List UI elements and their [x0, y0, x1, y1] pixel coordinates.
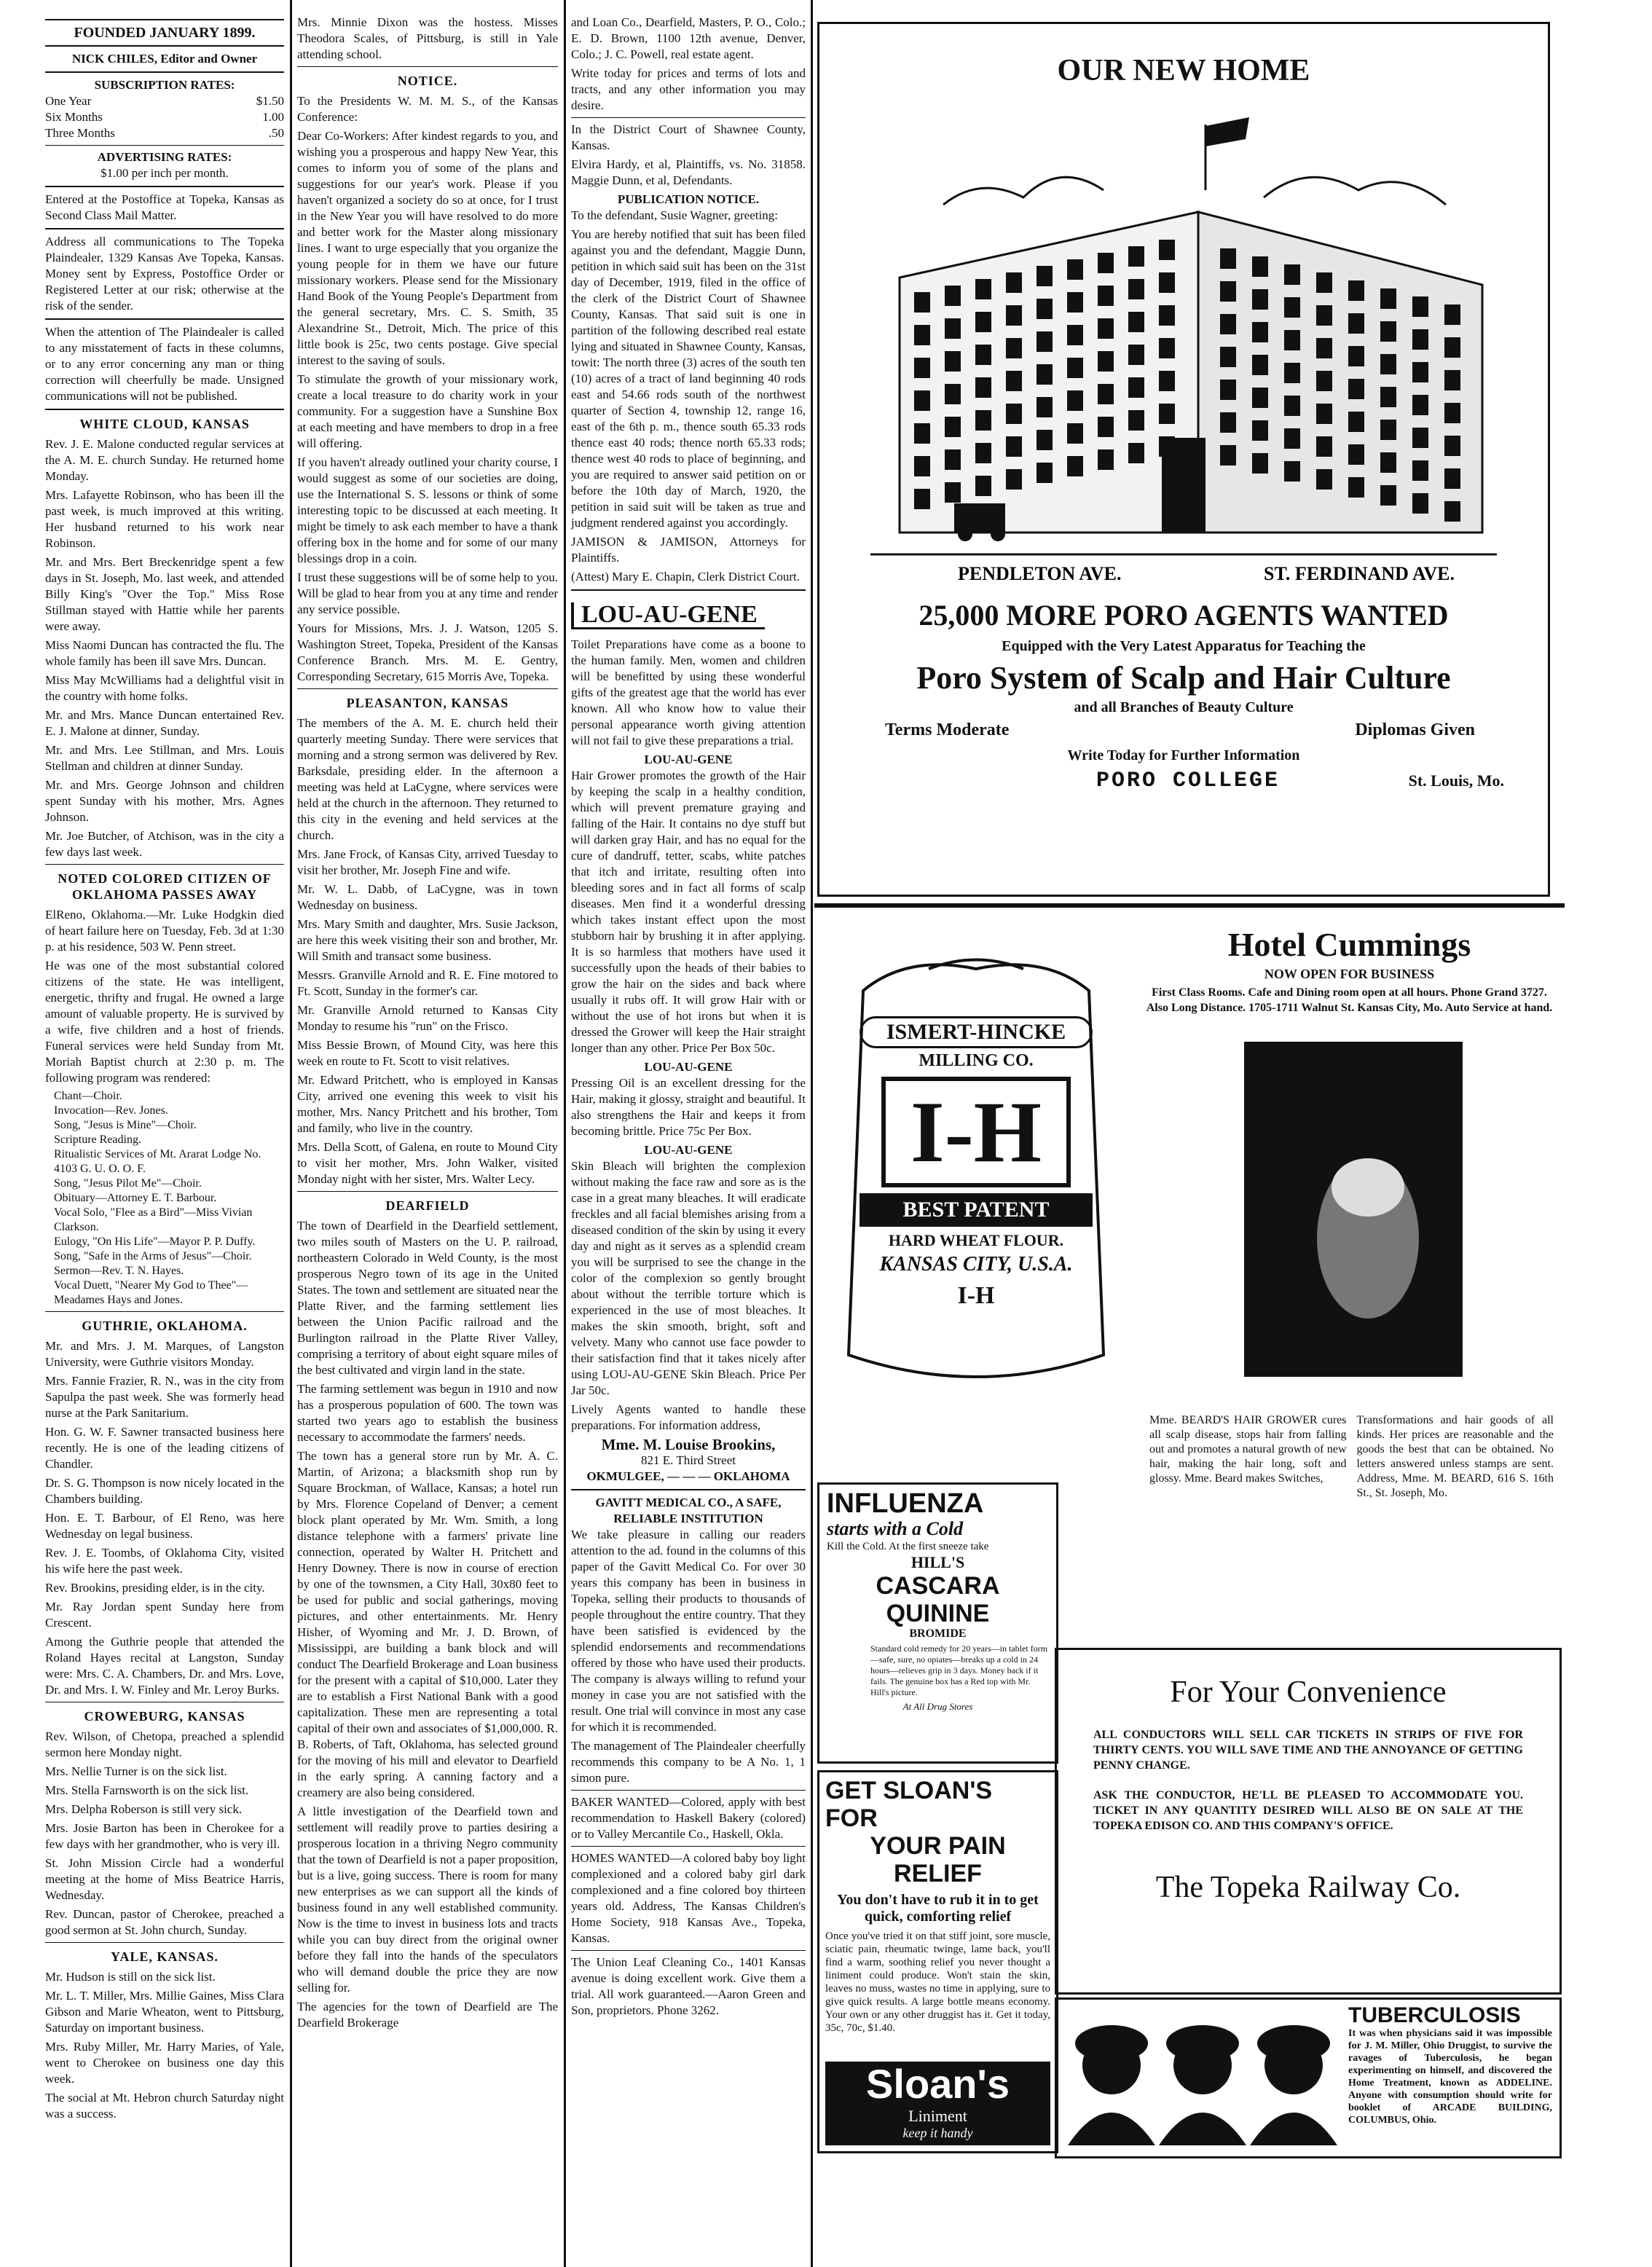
- building-window: [1006, 371, 1022, 391]
- flour-footer: I-H: [957, 1282, 995, 1309]
- news-item: Mrs. Lafayette Robinson, who has been ill the past week, is much improved at this writing. Her husband returned to his work near Robinson.: [45, 488, 284, 550]
- news-item: Mr. Edward Pritchett, who is employed in Kansas City, arrived one evening this week to visit his mother, Mrs. Nancy Pritchett and his brother, Tom and family, who live in the country.: [297, 1073, 558, 1135]
- rates-list: [45, 93, 284, 141]
- building-window: [1444, 305, 1460, 325]
- poro-college-ad: [817, 22, 1550, 897]
- building-window: [1037, 299, 1053, 319]
- building-window: [1316, 338, 1332, 358]
- building-window: [1220, 347, 1236, 367]
- news-item: Dear Co-Workers: After kindest regards to you, and wishing you a prosperous and happy New Year, this comes to inform you of some of the plans and suggestions for our year's work. Please if you haven't organized a society do so at once, for I trust in the New Year you will have resolved to do more and better work for the Master along missionary lines. I want to urge especially that you organize the young people for in them we have our future missionary workers. Please send for the Missionary Hand Book of the Young People's Department from the general secretary, Mrs. C. S. Smith, 35 Alexandrine St., Detroit, Mich. The price of this little book is 25c, two cents postage. Give special interest to the saving of souls.: [297, 129, 558, 367]
- rate-row: One Year $1.50: [45, 94, 284, 108]
- building-window: [1316, 469, 1332, 490]
- bromide-label: BROMIDE: [909, 1627, 967, 1640]
- building-window: [1412, 460, 1428, 481]
- advertising-text: $1.00 per inch per month.: [101, 166, 229, 180]
- building-window: [1037, 463, 1053, 483]
- building-window: [945, 417, 961, 437]
- convenience-title: For Your Convenience: [1170, 1675, 1447, 1709]
- news-item: ElReno, Oklahoma.—Mr. Luke Hodgkin died of heart failure here on Tuesday, Feb. 3d at 1:30 p. at his residence, 503 W. Penn street.: [45, 908, 284, 954]
- news-item: The members of the A. M. E. church held their quarterly meeting Sunday. There were services that morning and a strong sermon was delivered by Rev. Barksdale, presiding elder. In the afternoon a meeting was held at LaCygne, where services were held at the church in the afternoon. They returned to this city in the evening and held services at the church.: [297, 716, 558, 842]
- news-item: Mr. Joe Butcher, of Atchison, was in the city a few days last week.: [45, 829, 284, 859]
- building-window: [1316, 404, 1332, 424]
- program-item: Ritualistic Services of Mt. Ararat Lodge No. 4103 G. U. O. O. F.: [54, 1148, 261, 1175]
- building-window: [1284, 264, 1300, 285]
- program-item: Song, "Safe in the Arms of Jesus"—Choir.: [54, 1250, 252, 1262]
- building-window: [1006, 469, 1022, 490]
- building-window: [1252, 453, 1268, 474]
- building-window: [1159, 404, 1175, 424]
- building-window: [1316, 272, 1332, 293]
- news-item: Among the Guthrie people that attended the Roland Hayes recital at Langston, Sunday were: Mrs. C. A. Chambers, Dr. and Mrs. Love, Dr. and Mrs. I. W. Finley and Mr. Leroy Burks.: [45, 1635, 284, 1697]
- building-window: [1412, 329, 1428, 350]
- building-window: [1006, 404, 1022, 424]
- building-window: [1284, 461, 1300, 482]
- news-item: Mr. and Mrs. J. M. Marques, of Langston University, were Guthrie visitors Monday.: [45, 1339, 284, 1369]
- building-window: [914, 456, 930, 476]
- news-item: Write today for prices and terms of lots and tracts, and any other information you may desire.: [571, 66, 806, 112]
- subscription-title: SUBSCRIPTION RATES:: [94, 78, 235, 92]
- building-window: [1220, 445, 1236, 465]
- silhouettes-illustration: [1061, 2000, 1345, 2153]
- news-item: Rev. Wilson, of Chetopa, preached a splendid sermon here Monday night.: [45, 1729, 284, 1759]
- building-window: [1348, 379, 1364, 399]
- program-item: Vocal Duett, "Nearer My God to Thee"—Meadames Hays and Jones.: [54, 1279, 248, 1306]
- building-window: [1412, 362, 1428, 382]
- news-item: Mrs. Josie Barton has been in Cherokee for a few days with her grandmother, who is very ill.: [45, 1821, 284, 1851]
- masthead: FOUNDED JANUARY 1899.: [74, 25, 256, 41]
- building-window: [1220, 281, 1236, 302]
- street-label-left: PENDLETON AVE.: [958, 563, 1122, 584]
- building-window: [1098, 286, 1114, 306]
- section-title: GAVITT MEDICAL CO., A SAFE, RELIABLE INSTITUTION: [595, 1496, 782, 1525]
- section-title: NOTED COLORED CITIZEN OF OKLAHOMA PASSES AWAY: [58, 871, 272, 902]
- influenza-sub: starts with a Cold: [827, 1518, 964, 1539]
- section-title: DEARFIELD: [385, 1198, 470, 1213]
- news-item: Mrs. Minnie Dixon was the hostess. Misses Theodora Scales, of Pittsburg, is still in Yale attending school.: [297, 15, 558, 61]
- classified-ad: The Union Leaf Cleaning Co., 1401 Kansas avenue is doing excellent work. Give them a trial. All work guaranteed.—Aaron Green and Son, proprietors. Phone 3262.: [571, 1955, 806, 2017]
- flour-ad: [819, 947, 1133, 1472]
- building-window: [914, 423, 930, 444]
- sloans-headline-2: YOUR PAIN RELIEF: [870, 1832, 1006, 1887]
- building-window: [1252, 420, 1268, 441]
- news-item: Mr. and Mrs. Bert Breckenridge spent a few days in St. Joseph, Mo. last week, and attended Billy King's "Over the Top." Miss Rose Stillman stayed with Hattie while her parents were away.: [45, 555, 284, 633]
- building-window: [1252, 256, 1268, 277]
- news-item: Mr. and Mrs. Lee Stillman, and Mrs. Louis Stellman and children at dinner Sunday.: [45, 743, 284, 773]
- building-window: [1037, 364, 1053, 385]
- building-window: [1444, 468, 1460, 489]
- news-item: To stimulate the growth of your missionary work, create a local treasure to do charity work in your community. For a suggestion have a Sunshine Box at each meeting and have members to drop in a free will offering.: [297, 372, 558, 450]
- sloans-logo: Sloan's: [866, 2061, 1010, 2107]
- ad-subtitle: LOU-AU-GENE: [644, 1143, 733, 1157]
- hotel-open: NOW OPEN FOR BUSINESS: [1264, 967, 1435, 981]
- building-window: [1067, 390, 1083, 411]
- news-item: Mr. Ray Jordan spent Sunday here from Crescent.: [45, 1600, 284, 1630]
- building-window: [1128, 312, 1144, 332]
- flour-mill: MILLING CO.: [919, 1051, 1034, 1070]
- ad-college-name: PORO COLLEGE: [1096, 769, 1281, 793]
- building-window: [945, 482, 961, 503]
- program-item: Invocation—Rev. Jones.: [54, 1104, 168, 1117]
- building-window: [1098, 318, 1114, 339]
- news-item: Mr. W. L. Dabb, of LaCygne, was in town Wednesday on business.: [297, 882, 558, 912]
- court-title: In the District Court of Shawnee County, Kansas.: [571, 122, 806, 152]
- building-window: [1037, 397, 1053, 417]
- building-window: [975, 443, 991, 463]
- building-window: [1067, 358, 1083, 378]
- rate-row: Six Months 1.00: [45, 110, 284, 124]
- sloans-logo-sub: Liniment: [908, 2107, 967, 2125]
- news-item: Rev. Duncan, pastor of Cherokee, preached a good sermon at St. John church, Sunday.: [45, 1907, 284, 1937]
- building-window: [1284, 428, 1300, 449]
- building-window: [1412, 296, 1428, 317]
- building-window: [1444, 403, 1460, 423]
- section-title: PLEASANTON, KANSAS: [346, 696, 509, 710]
- building-window: [1284, 297, 1300, 318]
- section-title: YALE, KANSAS.: [111, 1949, 219, 1964]
- ad-title: OUR NEW HOME: [1057, 54, 1310, 87]
- sloans-logo-box: [825, 2062, 1050, 2145]
- portrait-image: [1244, 1042, 1463, 1377]
- rate-row: Three Months .50: [45, 126, 284, 140]
- building-window: [1380, 452, 1396, 473]
- building-window: [975, 345, 991, 365]
- building-window: [1412, 395, 1428, 415]
- cascara-brand: CASCARA QUININE: [876, 1572, 1000, 1627]
- sloans-sub: You don't have to rub it in to get quick, comforting relief: [837, 1892, 1039, 1925]
- building-window: [1316, 371, 1332, 391]
- flour-brand: ISMERT-HINCKE: [860, 1016, 1093, 1048]
- building-window: [1159, 272, 1175, 293]
- column-3: [571, 15, 806, 2022]
- building-window: [1348, 280, 1364, 301]
- column-1: [45, 15, 284, 2125]
- section-divider: [814, 903, 1565, 908]
- building-window: [914, 358, 930, 378]
- building-window: [1220, 248, 1236, 269]
- news-item: The town has a general store run by Mr. A. C. Martin, of Arizona; a blacksmith shop run by Square Brockman, of Wallace, Kansas; a hotel run by Mrs. Florence Copeland of Denver; a cement block plant operated by Mr. Wm. Smith, a long distance telephone with a farmers' private line connection, operated by Walter H. Pritchett and Henry Downey. There is now in course of erection by one of the townsmen, a City Hall, 30x80 feet to be used for public and social gatherings, moving pictures, and other entertainments. Mr. Henry Hisher, of Wyoming and Mr. J. D. Brown, of Mississippi, are building a bank block and will conduct The Dearfield Brokerage and Loan business for the present with a capital of $10,000. Later they are to establish a First National Bank with a good capitalization. These men are representing a total capital of their own and associates of $1,000,000. R. B. Roberts, of Taft, Oklahoma, has selected ground for the moving of his mill and elevator to Dearfield in the early spring. A canning factory and a creamery are also being considered.: [297, 1449, 558, 1799]
- column-rule: [564, 0, 566, 2267]
- building-window: [1006, 436, 1022, 457]
- tuberculosis-title: TUBERCULOSIS: [1348, 2003, 1521, 2027]
- building-window: [914, 390, 930, 411]
- building-window: [1380, 387, 1396, 407]
- section-title: NOTICE.: [397, 74, 458, 88]
- building-window: [945, 449, 961, 470]
- poro-building-illustration: [856, 95, 1511, 591]
- news-item: The social at Mt. Hebron church Saturday night was a success.: [45, 2091, 284, 2121]
- ad-text: Pressing Oil is an excellent dressing for the Hair, making it glossy, straight and beautiful. It also strengthens the Hair and keeps it from becoming brittle. Price 75c Per Box.: [571, 1076, 806, 1138]
- railway-company: The Topeka Railway Co.: [1155, 1871, 1461, 1904]
- tuberculosis-text: It was when physicians said it was impossible for J. M. Miller, Ohio Druggist, to survive the ravages of Tuberculosis, he began experimenting on himself, and discovered the Home Treatment, known as ADDELINE. Anyone with consumption should write for booklet of ARCADE BUILDING, COLUMBUS, Ohio.: [1348, 2028, 1552, 2126]
- ad-text: Hair Grower promotes the growth of the Hair by keeping the scalp in a healthy condition, which will prevent premature graying and falling of the Hair. It contains no dye stuff but will darken gray Hair, and has no equal for the cure of dandruff, tetter, scabs, white patches that itch and irritate, resulting often into bleeding sores and in fact all forms of scalp diseases. Men find it a wonderful dressing which takes instant effect upon the most stubborn hair by brushing it in after applying. It is so harmless that mothers have used it successfully upon the heads of their babies to grow the hair on the sides and back where usually it rubs off. It will grow Hair with or without the use of hot irons but when it is dressed the Grower will keep the Hair straight longer than any other. Price Per Box 50c.: [571, 769, 806, 1055]
- news-item: He was one of the most substantial colored citizens of the state. He was intelligent, energetic, thrifty and frugal. He owned a large amount of valuable property. He is survived by a wife, five children and a host of friends. Funeral services were held Sunday from Mt. Moriah Baptist church at 2:30 p. m. The following program was rendered:: [45, 959, 284, 1085]
- ad-city: St. Louis, Mo.: [1408, 771, 1504, 790]
- news-item: I trust these suggestions will be of some help to you. Will be glad to hear from you at any time and render any service possible.: [297, 570, 558, 616]
- news-item: Mrs. Stella Farnsworth is on the sick list.: [45, 1783, 249, 1797]
- news-item: Mr. Hudson is still on the sick list.: [45, 1970, 216, 1984]
- news-item: Hon. G. W. F. Sawner transacted business here recently. He is one of the leading citizens of Chandler.: [45, 1425, 284, 1471]
- building-window: [975, 476, 991, 496]
- building-window: [1098, 384, 1114, 404]
- news-item: Rev. J. E. Malone conducted regular services at the A. M. E. church Sunday. He returned home Monday.: [45, 437, 284, 483]
- building-window: [1316, 305, 1332, 326]
- building-window: [1252, 322, 1268, 342]
- sloans-ad: [817, 1770, 1058, 2153]
- building-window: [1098, 253, 1114, 273]
- building-window: [1380, 420, 1396, 440]
- building-window: [1220, 314, 1236, 334]
- building-window: [1067, 259, 1083, 280]
- building-window: [1006, 272, 1022, 293]
- program-item: Vocal Solo, "Flee as a Bird"—Miss Vivian Clarkson.: [54, 1206, 253, 1233]
- building-window: [1128, 443, 1144, 463]
- convenience-ad: [1055, 1648, 1562, 1995]
- building-window: [914, 292, 930, 313]
- ad-write: Write Today for Further Information: [1067, 747, 1300, 763]
- publication-title: PUBLICATION NOTICE.: [617, 192, 760, 206]
- building-window: [945, 384, 961, 404]
- ad-diplomas: Diplomas Given: [1355, 720, 1475, 739]
- column-rule: [811, 0, 813, 2267]
- ad-text: Lively Agents wanted to handle these preparations. For information address,: [571, 1402, 806, 1432]
- news-item: Miss Bessie Brown, of Mound City, was here this week en route to Ft. Scott to visit relatives.: [297, 1038, 558, 1068]
- news-item: A little investigation of the Dearfield town and settlement will readily prove to parties desiring a prosperous location in a thriving Negro community that the town of Dearfield is not a paper proposition, but is a live, going success. There is room for many new enterprises as we can support all the kinds of business found in any well established community. Now is the time to invest in business lots and tracts while you can buy direct from the original owner before they fall into the hands of the speculators who will demand double the price they are now selling for.: [297, 1804, 558, 1995]
- building-window: [1128, 246, 1144, 267]
- section-title: GUTHRIE, OKLAHOMA.: [82, 1319, 248, 1333]
- news-item: Mr. and Mrs. George Johnson and children spent Sunday with his mother, Mrs. Agnes Johnson.: [45, 778, 284, 824]
- building-window: [1159, 240, 1175, 260]
- section-title: CROWEBURG, KANSAS: [84, 1709, 245, 1724]
- sloans-tagline: keep it handy: [902, 2126, 973, 2140]
- building-window: [1037, 266, 1053, 286]
- building-window: [1348, 477, 1364, 498]
- street-label-right: ST. FERDINAND AVE.: [1264, 563, 1455, 584]
- sloans-headline-1: GET SLOAN'S FOR: [825, 1777, 993, 1832]
- address-notice: Address all communications to The Topeka Plaindealer, 1329 Kansas Ave Topeka, Kansas. Money sent by Express, Postoffice Order or Registered Letter at our risk; otherwise at the risk of the sender.: [45, 235, 284, 313]
- news-item: Hon. E. T. Barbour, of El Reno, was here Wednesday on legal business.: [45, 1511, 284, 1541]
- building-window: [1444, 501, 1460, 522]
- ad-text: Toilet Preparations have come as a boone to the human family. Men, women and children will be benefitted by using these wonderful gifts of the greatest age that the world has ever known. All who know how to value their personal appearance worth giving attention will not fail to give these preparations a trial.: [571, 637, 806, 747]
- column-rule: [290, 0, 292, 2267]
- news-item: Mrs. Mary Smith and daughter, Mrs. Susie Jackson, are here this week visiting their son and brother, Mr. Will Smith and transact some business.: [297, 917, 558, 963]
- building-window: [945, 286, 961, 306]
- building-window: [1220, 412, 1236, 433]
- ad-subhead: Equipped with the Very Latest Apparatus for Teaching the: [1002, 638, 1366, 654]
- column-2: [297, 15, 558, 2034]
- building-window: [1252, 388, 1268, 408]
- news-item: Mrs. Jane Frock, of Kansas City, arrived Tuesday to visit her brother, Mr. Joseph Fine and wife.: [297, 847, 558, 877]
- court-parties: Elvira Hardy, et al, Plaintiffs, vs. No. 31858. Maggie Dunn, et al, Defendants.: [571, 157, 806, 187]
- building-window: [1098, 449, 1114, 470]
- ad-contact-address: 821 E. Third Street: [641, 1453, 736, 1467]
- tuberculosis-ad: [1055, 1997, 1562, 2158]
- building-window: [975, 279, 991, 299]
- news-item: To the Presidents W. M. M. S., of the Kansas Conference:: [297, 94, 558, 124]
- news-item: The management of The Plaindealer cheerfully recommends this company to be A No. 1, 1 simon pure.: [571, 1739, 806, 1785]
- ad-subtitle: LOU-AU-GENE: [644, 1060, 733, 1074]
- news-item: St. John Mission Circle had a wonderful meeting at the home of Miss Beatrice Harris, Wednesday.: [45, 1856, 284, 1902]
- legal-text: (Attest) Mary E. Chapin, Clerk District Court.: [571, 570, 800, 584]
- program-item: Sermon—Rev. T. N. Hayes.: [54, 1265, 184, 1277]
- building-window: [1444, 370, 1460, 390]
- beard-ad: [1149, 1413, 1554, 1501]
- building-window: [1284, 396, 1300, 416]
- influenza-desc: Standard cold remedy for 20 years—in tablet form—safe, sure, no opiates—breaks up a cold in 24 hours—relieves grip in 3 days. Money back if it fails. The genuine box has a Red top with Mr. Hill's picture.: [870, 1643, 1047, 1697]
- building-window: [1252, 289, 1268, 310]
- influenza-kill: Kill the Cold. At the first sneeze take: [827, 1541, 989, 1552]
- building-window: [1159, 338, 1175, 358]
- building-window: [1037, 430, 1053, 450]
- building-window: [945, 351, 961, 372]
- building-window: [1444, 337, 1460, 358]
- news-item: Mrs. Della Scott, of Galena, en route to Mound City to visit her mother, Mrs. John Walker, visited Monday night with her sister, Mrs. Walter Lecy.: [297, 1140, 558, 1186]
- program-item: Eulogy, "On His Life"—Mayor P. P. Duffy.: [54, 1235, 256, 1248]
- program-item: Song, "Jesus is Mine"—Choir.: [54, 1119, 197, 1131]
- building-window: [975, 312, 991, 332]
- hotel-photo: [1244, 1042, 1463, 1377]
- building-window: [945, 318, 961, 339]
- beard-text-left: Mme. BEARD'S HAIR GROWER cures all scalp disease, stops hair from falling out and promotes a natural growth of new hair, making the hair long, soft and glossy. Mme. Beard makes Switches,: [1149, 1414, 1347, 1485]
- section-title: WHITE CLOUD, KANSAS: [79, 417, 250, 431]
- building-window: [1098, 417, 1114, 437]
- attention-notice: When the attention of The Plaindealer is called to any misstatement of facts in these columns, or to any error concerning any man or thing correction will cheerfully be made. Unsigned communications will not be published.: [45, 325, 284, 403]
- building-window: [1380, 321, 1396, 342]
- building-window: [1067, 325, 1083, 345]
- building-window: [1220, 380, 1236, 400]
- news-item: Yours for Missions, Mrs. J. J. Watson, 1205 S. Washington Street, Topeka, President of the Kansas Conference Branch. Mrs. M. E. Gentry, Corresponding Secretary, 615 Morris Ave, Topeka.: [297, 621, 558, 683]
- news-item: Dr. S. G. Thompson is now nicely located in the Chambers building.: [45, 1476, 284, 1506]
- building-window: [914, 489, 930, 509]
- ad-text: Skin Bleach will brighten the complexion without making the face raw and sore as is the case in a great many bleaches. It will eradicate freckles and all facial blemishes arising from a diseased condition of the skin by using it every day and night as it serves as a splendid cream you will be surprised to see the change in the color of the complexion so gently brought about without the terrible torture which is experienced in the use of most bleaches. It makes the skin smooth, bright, soft and velvety. Many who cannot use face powder to their satisfaction find that it takes nicely after using LOU-AU-GENE Skin Bleach. Price Per Jar 50c.: [571, 1159, 806, 1397]
- building-window: [1348, 313, 1364, 334]
- building-window: [1444, 436, 1460, 456]
- ad-subtitle: LOU-AU-GENE: [644, 753, 733, 766]
- building-window: [1380, 485, 1396, 506]
- entered-notice: Entered at the Postoffice at Topeka, Kansas as Second Class Mail Matter.: [45, 192, 284, 222]
- legal-text: You are hereby notified that suit has been filed against you and the defendant, Maggie Dunn, petition in which said suit has been on the 31st day of December, 1919, filed in the office of the clerk of the District Court of Shawnee County, Kansas. That said suit is one in partition of the following described real estate lying and situated in Shawnee County, Kansas, towit: The north three (3) acres of the south ten (10) acres of a tract of land beginning 40 rods east and 54.66 rods south of the northwest quarter of Section 4, township 12, range 16, east of the 6th p. m., thence south 65.33 rods thence east 40 rods; thence north 65.33 rods; thence west 40 rods to place of beginning, and you are required to answer said petition on or before the 10th day of March, 1920, the petition in said suit will be taken as true and judgment rendered against you accordingly.: [571, 227, 806, 530]
- news-item: The agencies for the town of Dearfield are The Dearfield Brokerage: [297, 2000, 558, 2030]
- news-item: Mr. and Mrs. Mance Duncan entertained Rev. E. J. Malone at dinner, Sunday.: [45, 708, 284, 738]
- building-window: [1316, 436, 1332, 457]
- classified-ad: HOMES WANTED—A colored baby boy light complexioned and a colored baby girl dark complexioned and a fine colored boy thirteen years old. Address, The Kansas Children's Home Society, 918 Kansas Ave., Topeka, Kansas.: [571, 1851, 806, 1945]
- flour-monogram: I-H: [881, 1077, 1071, 1187]
- building-window: [914, 325, 930, 345]
- sloans-body: Once you've tried it on that stiff joint, sore muscle, sciatic pain, rheumatic twinge, lame back, you'll find a warm, soothing relief you never thought a liniment could produce. Won't stain the skin, leaves no muss, wastes no time in applying, sure to give quick results. A large bottle means economy. Your own or any other druggist has it. Get it today, 35c, 70c, $1.40.: [825, 1930, 1050, 2034]
- flour-patent: BEST PATENT: [860, 1193, 1093, 1227]
- editor-line: NICK CHILES, Editor and Owner: [71, 52, 258, 66]
- influenza-ad: [817, 1482, 1058, 1764]
- building-window: [1412, 493, 1428, 514]
- building-window: [1159, 305, 1175, 326]
- news-item: Miss Naomi Duncan has contracted the flu. The whole family has been ill save Mrs. Duncan.: [45, 638, 284, 668]
- legal-text: To the defendant, Susie Wagner, greeting:: [571, 208, 778, 222]
- news-item: The town of Dearfield in the Dearfield settlement, two miles south of Masters on the U. P. railroad, northeastern Colorado in Weld County, is the most prosperous Negro town of its age in the United States. The town and settlement are situated near the Platte River, and the farming settlement lies between the Union Pacific railroad and the Burlington railroad in the Platte River Valley, comprising a territory of about eight square miles of the best cultivated and virgin land in the state.: [297, 1219, 558, 1377]
- building-window: [1128, 345, 1144, 365]
- building-window: [1006, 338, 1022, 358]
- program-item: Scripture Reading.: [54, 1134, 141, 1146]
- lou-au-gene-logo: LOU-AU-GENE: [571, 602, 765, 629]
- building-window: [1159, 371, 1175, 391]
- news-item: Mrs. Fannie Frazier, R. N., was in the city from Sapulpa the past week. She was formerly head nurse at the Park Sanitarium.: [45, 1374, 284, 1420]
- building-window: [1067, 423, 1083, 444]
- ad-terms: Terms Moderate: [885, 720, 1010, 739]
- building-window: [975, 377, 991, 398]
- building-window: [1284, 363, 1300, 383]
- legal-text: JAMISON & JAMISON, Attorneys for Plaintiffs.: [571, 535, 806, 565]
- program-item: Obituary—Attorney E. T. Barbour.: [54, 1192, 217, 1204]
- advertising-title: ADVERTISING RATES:: [97, 150, 232, 164]
- hotel-name: Hotel Cummings: [1227, 926, 1471, 963]
- building-window: [1380, 354, 1396, 374]
- building-window: [1128, 377, 1144, 398]
- building-window: [1037, 331, 1053, 352]
- ad-contact-name: Mme. M. Louise Brookins,: [601, 1436, 776, 1453]
- flour-city: KANSAS CITY, U.S.A.: [879, 1253, 1073, 1276]
- news-item: If you haven't already outlined your charity course, I would suggest as some of our societies are doing, use the International S. S. lessons or think of some interesting topic to be discussed at each meeting. It might be timely to ask each member to have a thank offering box in the home and for some of our many blessings drop in a coin.: [297, 455, 558, 565]
- program-item: Song, "Jesus Pilot Me"—Choir.: [54, 1177, 202, 1190]
- building-window: [1128, 279, 1144, 299]
- building-window: [1412, 428, 1428, 448]
- news-item: Mr. L. T. Miller, Mrs. Millie Gaines, Miss Clara Gibson and Marie Wheaton, went to Pittsburg, Saturday on important business.: [45, 1989, 284, 2035]
- hills-brand: HILL'S: [910, 1553, 965, 1571]
- building-window: [1128, 410, 1144, 431]
- flour-type: HARD WHEAT FLOUR.: [888, 1231, 1064, 1249]
- beard-text-right: Transformations and hair goods of all kinds. Her prices are reasonable and the goods the best that can be obtained. No letters answered unless stamps are sent. Address, Mme. M. BEARD, 616 S. 16th St., St. Joseph, Mo.: [1356, 1414, 1554, 1499]
- building-window: [1284, 330, 1300, 350]
- news-item: Mrs. Delpha Roberson is still very sick.: [45, 1802, 243, 1816]
- ad-contact-city: OKMULGEE, — — — OKLAHOMA: [586, 1469, 790, 1483]
- classified-ad: BAKER WANTED—Colored, apply with best recommendation to Haskell Bakery (colored) or to Valley Mercantile Co., Haskell, Okla.: [571, 1795, 806, 1841]
- building-window: [1067, 456, 1083, 476]
- building-window: [1067, 292, 1083, 313]
- program-item: Chant—Choir.: [54, 1090, 122, 1102]
- building-window: [975, 410, 991, 431]
- convenience-para-2: ASK THE CONDUCTOR, HE'LL BE PLEASED TO ACCOMMODATE YOU. TICKET IN ANY QUANTITY DESIRED WILL ALSO BE ON SALE AT THE TOPEKA EDISON CO. AND THIS COMPANY'S OFFICE.: [1093, 1789, 1523, 1832]
- building-window: [1006, 305, 1022, 326]
- news-item: Mr. Granville Arnold returned to Kansas City Monday to resume his "run" on the Frisco.: [297, 1003, 558, 1033]
- news-item: Mrs. Nellie Turner is on the sick list.: [45, 1764, 227, 1778]
- building-window: [1252, 355, 1268, 375]
- news-item: The farming settlement was begun in 1910 and now has a prosperous population of 600. The town was started two years ago to establish the business necessary to accommodate the farmers' needs.: [297, 1382, 558, 1444]
- ad-headline: 25,000 MORE PORO AGENTS WANTED: [919, 599, 1449, 632]
- news-item: Mrs. Ruby Miller, Mr. Harry Maries, of Yale, went to Cherokee on business one day this week.: [45, 2040, 284, 2086]
- ad-branches: and all Branches of Beauty Culture: [1074, 699, 1294, 715]
- news-item: Miss May McWilliams had a delightful visit in the country with home folks.: [45, 673, 284, 703]
- influenza-title: INFLUENZA: [827, 1488, 984, 1519]
- convenience-para-1: ALL CONDUCTORS WILL SELL CAR TICKETS IN STRIPS OF FIVE FOR THIRTY CENTS. YOU WILL SAVE TIME AND THE ANNOYANCE OF GETTING PENNY CHANGE.: [1093, 1729, 1523, 1772]
- news-item: Messrs. Granville Arnold and R. E. Fine motored to Ft. Scott, Sunday in the former's car.: [297, 968, 558, 998]
- building-window: [1348, 444, 1364, 465]
- influenza-stores: At All Drug Stores: [902, 1701, 973, 1712]
- building-window: [1098, 351, 1114, 372]
- news-item: Rev. Brookins, presiding elder, is in the city.: [45, 1581, 265, 1595]
- news-item: We take pleasure in calling our readers attention to the ad. found in the columns of this paper of the Gavitt Medical Co. For over 30 years this company has been in business in Topeka, selling their products to thousands of people throughout the entire country. That they have been satisfied is evidenced by the splendid endorsements and recommendations offered by those who have used their products. The company is always willing to refund your money in case you are not satisfied with the result. One trial will convince in most any case for which it is recommended.: [571, 1528, 806, 1734]
- ad-system-title: Poro System of Scalp and Hair Culture: [916, 660, 1451, 696]
- hotel-details: First Class Rooms. Cafe and Dining room open at all hours. Phone Grand 3727. Also Long Distance. 1705-1711 Walnut St. Kansas City, Mo. Auto Service at hand.: [1146, 986, 1553, 1014]
- building-window: [1348, 346, 1364, 366]
- building-window: [1348, 412, 1364, 432]
- news-item: Rev. J. E. Toombs, of Oklahoma City, visited his wife here the past week.: [45, 1546, 284, 1576]
- news-item: and Loan Co., Dearfield, Masters, P. O., Colo.; E. D. Brown, 1100 12th avenue, Denver, Colo.; J. C. Powell, real estate agent.: [571, 15, 806, 61]
- building-window: [1380, 288, 1396, 309]
